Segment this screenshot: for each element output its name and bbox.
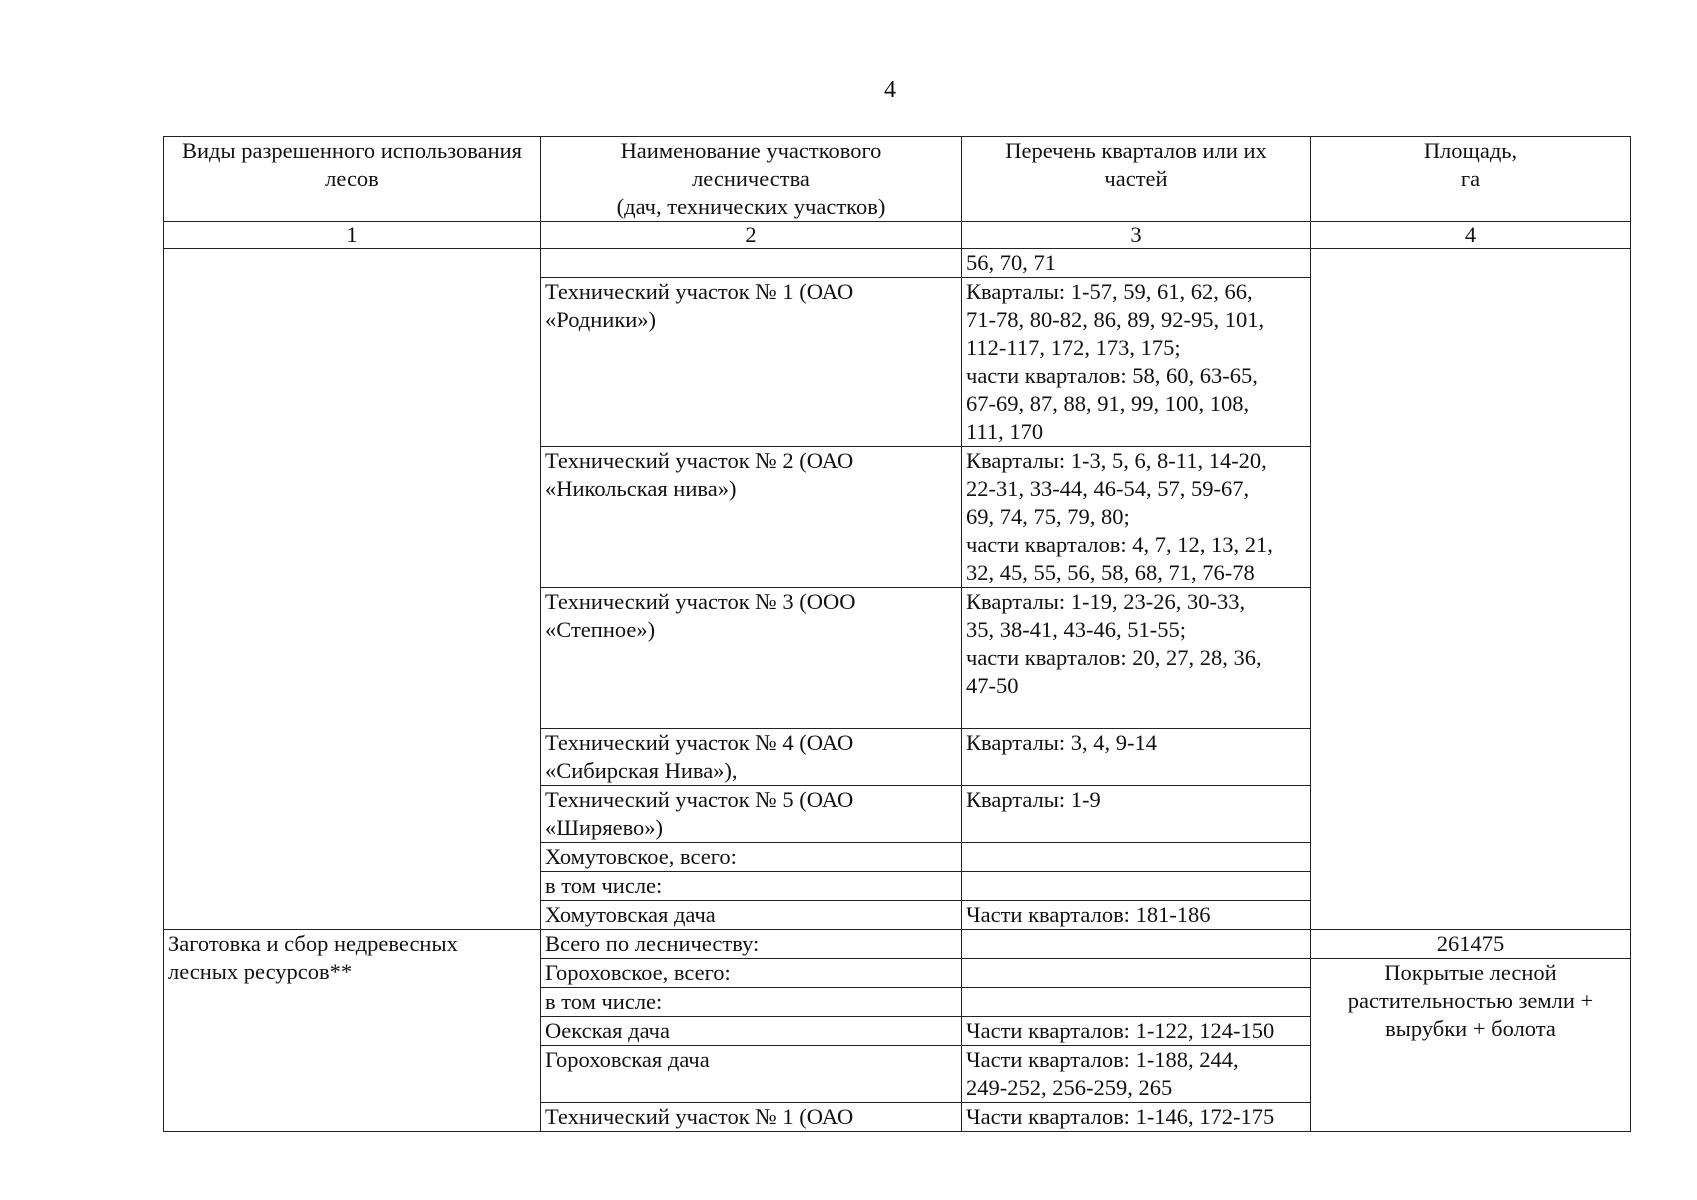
quarters-list: Кварталы: 1-19, 23-26, 30-33, 35, 38-41, 43-46, 51-55; части кварталов: 20, 27, 28, 36, 47-50 (962, 588, 1311, 729)
quarters-list: Части кварталов: 1-146, 172-175 (962, 1103, 1311, 1132)
forestry-name: Технический участок № 1 (ОАО (541, 1103, 962, 1132)
column-number: 4 (1311, 222, 1631, 249)
forestry-name: Всего по лесничеству: (541, 930, 962, 959)
quarters-list: Части кварталов: 1-122, 124-150 (962, 1017, 1311, 1046)
quarters-list (962, 959, 1311, 988)
quarters-list: Кварталы: 3, 4, 9-14 (962, 729, 1311, 786)
quarters-list: Части кварталов: 181-186 (962, 901, 1311, 930)
table-header-row (164, 137, 1631, 222)
forestry-name: Гороховская дача (541, 1046, 962, 1103)
header-use-type: Виды разрешенного использования лесов (164, 137, 541, 222)
forestry-name: Технический участок № 1 (ОАО «Родники») (541, 278, 962, 447)
column-number: 1 (164, 222, 541, 249)
forestry-name: Гороховское, всего: (541, 959, 962, 988)
quarters-list: Кварталы: 1-3, 5, 6, 8-11, 14-20, 22-31, 33-44, 46-54, 57, 59-67, 69, 74, 75, 79, 80; части кварталов: 4, 7, 12, 13, 21, 32, 45, 55, 56, 58, 68, 71, 76-78 (962, 447, 1311, 588)
quarters-list: Части кварталов: 1-188, 244, 249-252, 256-259, 265 (962, 1046, 1311, 1103)
quarters-list (962, 930, 1311, 959)
quarters-list: Кварталы: 1-57, 59, 61, 62, 66, 71-78, 80-82, 86, 89, 92-95, 101, 112-117, 172, 173, 175; части кварталов: 58, 60, 63-65, 67-69, 87, 88, 91, 99, 100, 108, 111, 170 (962, 278, 1311, 447)
column-number: 2 (541, 222, 962, 249)
area-cell-empty (1311, 249, 1631, 930)
forestry-name: Технический участок № 3 (ООО «Степное») (541, 588, 962, 729)
use-type-cell-empty (164, 249, 541, 930)
column-numbers-row (164, 222, 1631, 249)
table-row (164, 930, 1631, 959)
use-type-cell: Заготовка и сбор недревесных лесных ресурсов** (164, 930, 541, 1132)
quarters-list: 56, 70, 71 (962, 249, 1311, 278)
header-area: Площадь, га (1311, 137, 1631, 222)
forestry-name: Технический участок № 4 (ОАО «Сибирская Нива»), (541, 729, 962, 786)
header-forestry-name: Наименование участкового лесничества (дач, технических участков) (541, 137, 962, 222)
forestry-name: в том числе: (541, 872, 962, 901)
header-quarters-list: Перечень кварталов или их частей (962, 137, 1311, 222)
forestry-name: Технический участок № 5 (ОАО «Ширяево») (541, 786, 962, 843)
forestry-name: Хомутовская дача (541, 901, 962, 930)
forestry-name (541, 249, 962, 278)
forestry-name: в том числе: (541, 988, 962, 1017)
quarters-list (962, 988, 1311, 1017)
column-number: 3 (962, 222, 1311, 249)
quarters-list (962, 872, 1311, 901)
forest-use-table (163, 136, 1631, 1132)
forestry-name: Оекская дача (541, 1017, 962, 1046)
forestry-name: Технический участок № 2 (ОАО «Никольская нива») (541, 447, 962, 588)
forestry-name: Хомутовское, всего: (541, 843, 962, 872)
total-area: 261475 (1311, 930, 1631, 959)
quarters-list (962, 843, 1311, 872)
table-row (164, 249, 1631, 278)
quarters-list: Кварталы: 1-9 (962, 786, 1311, 843)
area-note: Покрытые лесной растительностью земли + вырубки + болота (1311, 959, 1631, 1132)
page-number: 4 (884, 77, 896, 103)
